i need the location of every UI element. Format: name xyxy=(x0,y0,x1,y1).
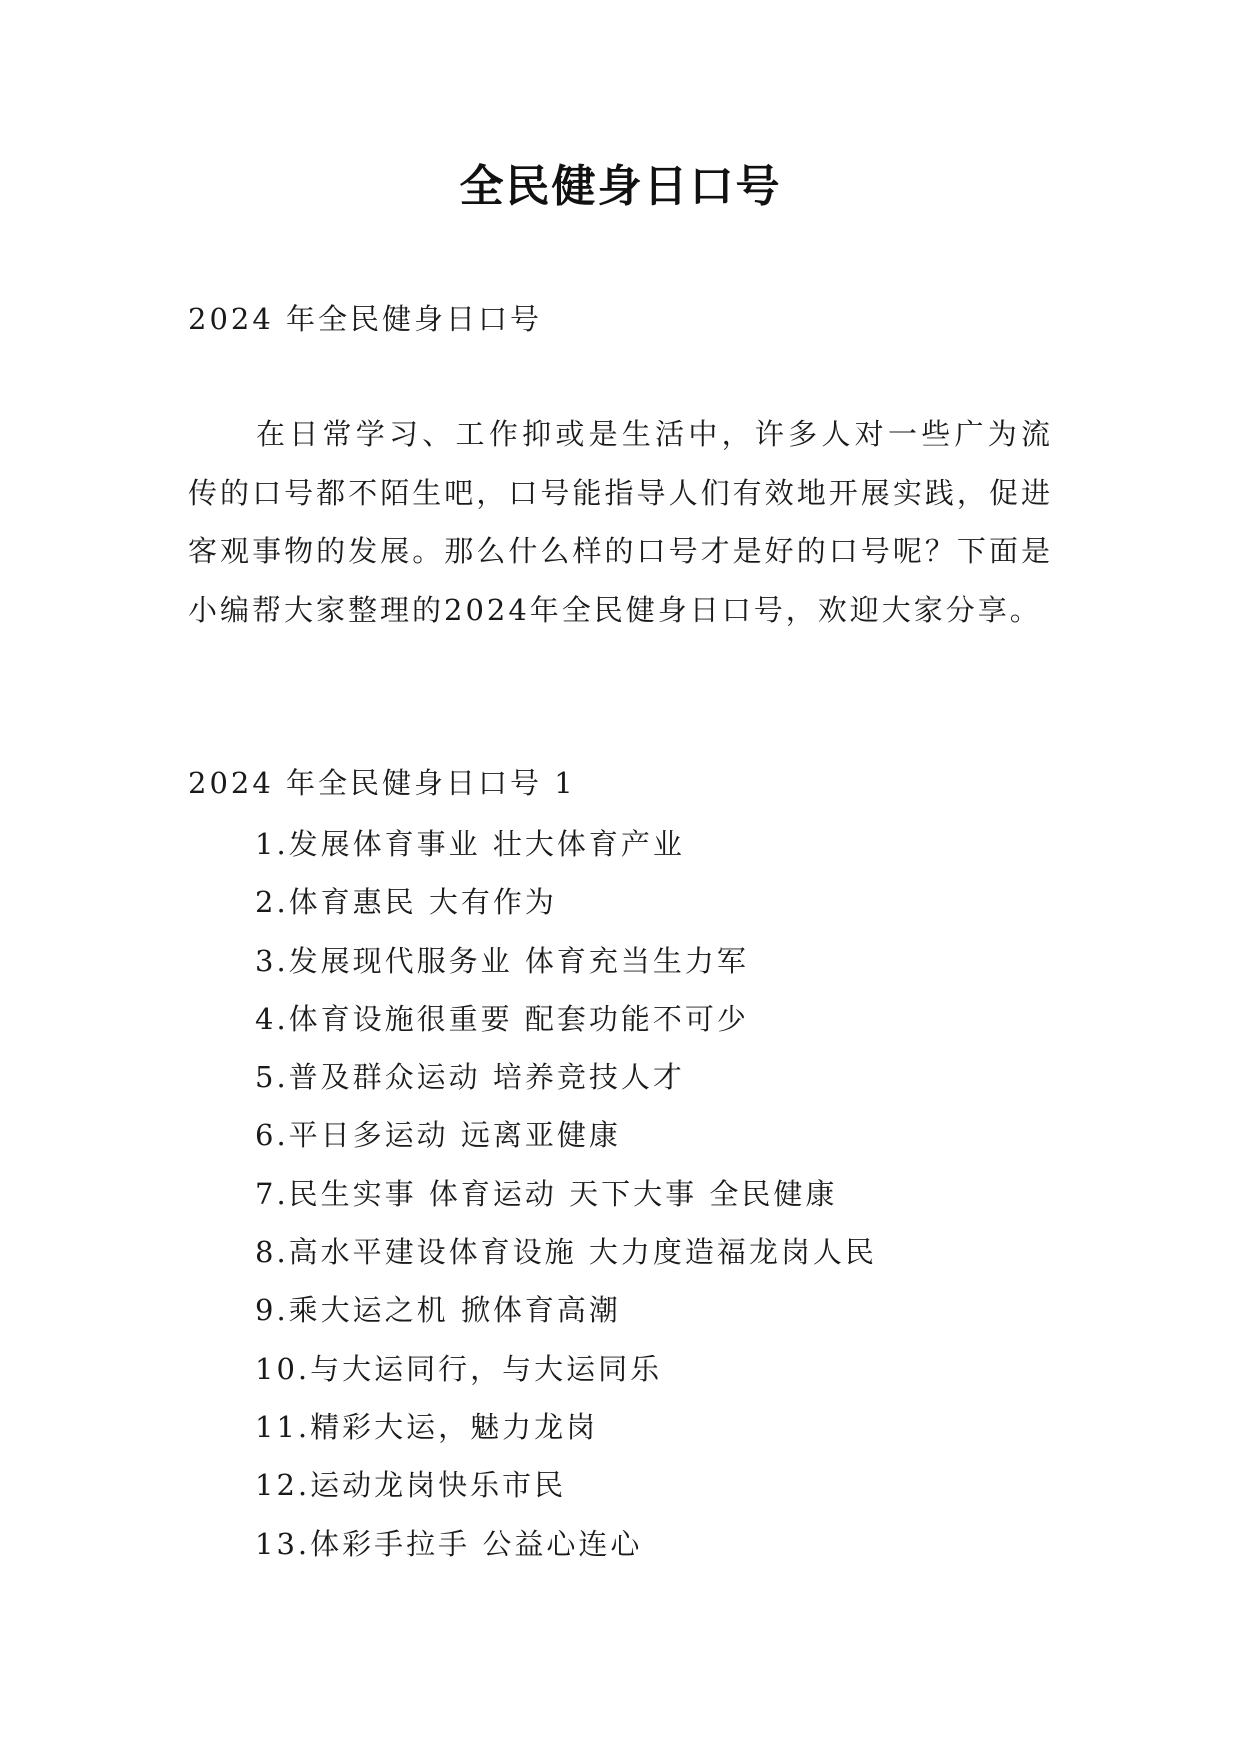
slogan-item: 9.乘大运之机 掀体育高潮 xyxy=(255,1293,621,1328)
slogan-item: 12.运动龙岗快乐市民 xyxy=(255,1468,567,1503)
slogan-item: 11.精彩大运，魅力龙岗 xyxy=(255,1409,599,1444)
slogan-list xyxy=(255,815,877,1573)
slogan-item: 2.体育惠民 大有作为 xyxy=(255,885,557,920)
document-subheading: 2024 年全民健身日口号 xyxy=(188,302,543,336)
slogan-item: 6.平日多运动 远离亚健康 xyxy=(255,1118,621,1153)
section-heading: 2024 年全民健身日口号 1 xyxy=(188,766,576,800)
slogan-item: 5.普及群众运动 培养竞技人才 xyxy=(255,1060,685,1095)
slogan-item: 7.民生实事 体育运动 天下大事 全民健康 xyxy=(255,1176,838,1211)
intro-paragraph: 在日常学习、工作抑或是生活中，许多人对一些广为流传的口号都不陌生吧，口号能指导人们有效地开展实践，促进客观事物的发展。那么什么样的口号才是好的口号呢？下面是小编帮大家整理的2024年全民健身日口号，欢迎大家分享。 xyxy=(188,417,1053,627)
slogan-item: 3.发展现代服务业 体育充当生力军 xyxy=(255,943,749,978)
slogan-item: 13.体彩手拉手 公益心连心 xyxy=(255,1526,643,1561)
slogan-item: 8.高水平建设体育设施 大力度造福龙岗人民 xyxy=(255,1235,877,1270)
slogan-item: 10.与大运同行，与大运同乐 xyxy=(255,1351,663,1386)
slogan-item: 4.体育设施很重要 配套功能不可少 xyxy=(255,1001,749,1036)
slogan-item: 1.发展体育事业 壮大体育产业 xyxy=(255,827,685,861)
document-title: 全民健身日口号 xyxy=(459,161,782,212)
